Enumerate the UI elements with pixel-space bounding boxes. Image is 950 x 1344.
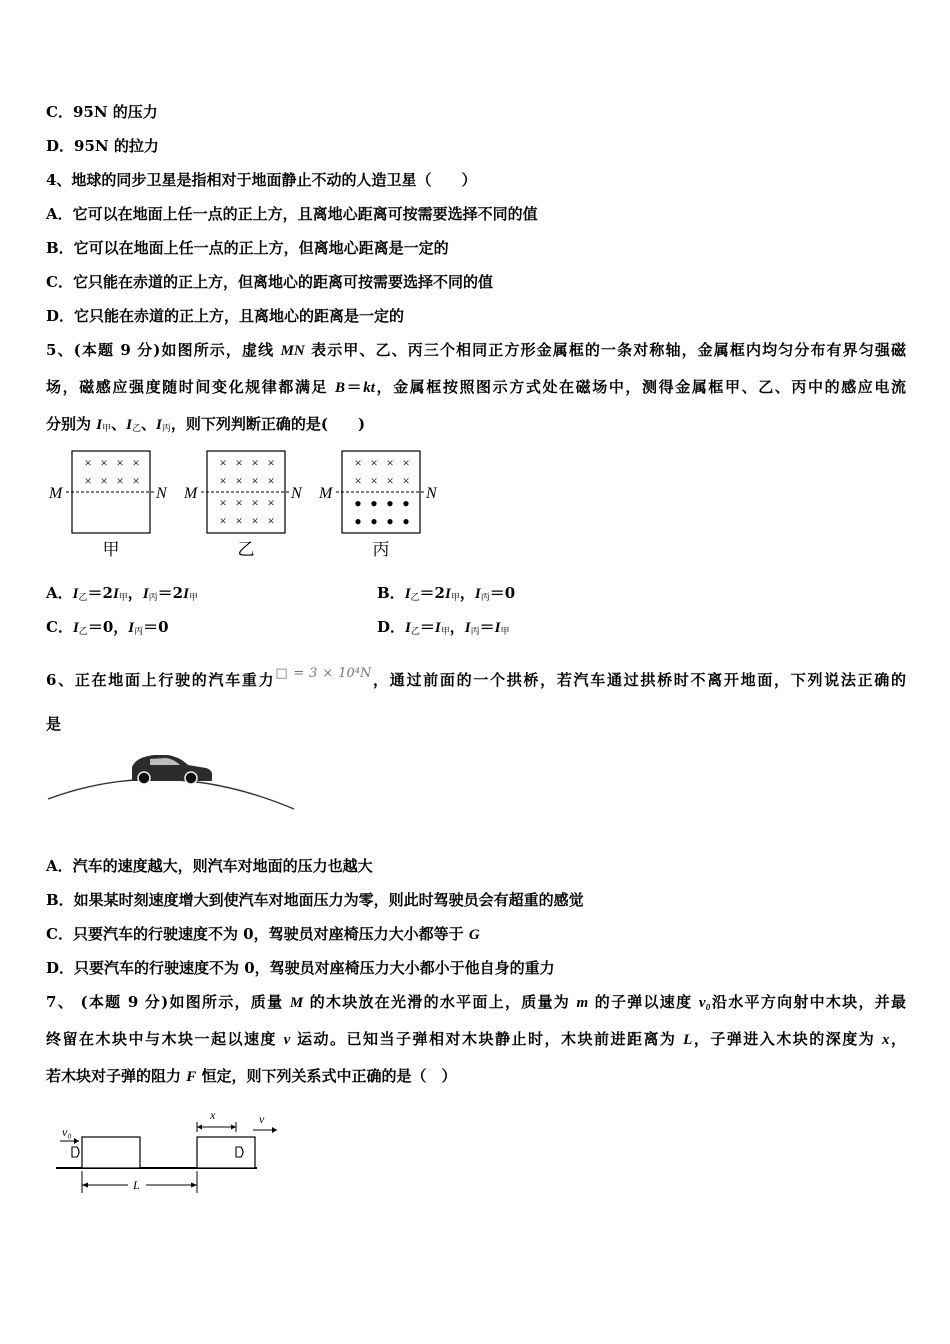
q5-option-a: A．$I_乙=2I_甲$，$I_丙=2I_甲$ — [46, 584, 198, 603]
svg-text:×: × — [219, 513, 227, 528]
label-n-jia: N — [156, 485, 167, 502]
block-initial — [82, 1137, 140, 1168]
label-jia: 甲 — [102, 540, 120, 559]
q5-option-c: C．$I_乙=0$，$I_丙=0$ — [46, 618, 169, 637]
svg-text:×: × — [132, 455, 140, 470]
q5-option-b: B．$I_乙=2I_甲$，$I_丙=0$ — [377, 584, 516, 603]
label-n-yi: N — [291, 485, 302, 502]
svg-text:•: • — [386, 491, 394, 516]
q6-stem-line1: 6、正在地面上行驶的汽车重力□ = 3 × 10⁴N，通过前面的一个拱桥，若汽车通过拱桥时不离开地面，下列说法正确的 — [46, 666, 906, 689]
svg-text:×: × — [251, 473, 259, 488]
svg-text:×: × — [267, 495, 275, 510]
svg-text:×: × — [402, 473, 410, 488]
label-m-yi: M — [184, 485, 198, 502]
svg-text:×: × — [354, 473, 362, 488]
svg-text:×: × — [132, 473, 140, 488]
svg-text:×: × — [386, 455, 394, 470]
svg-text:×: × — [235, 473, 243, 488]
svg-text:×: × — [370, 473, 378, 488]
svg-text:•: • — [402, 509, 410, 534]
q4-option-b: B．它可以在地面上任一点的正上方，但离地心距离是一定的 — [46, 239, 449, 257]
label-m-jia: M — [49, 485, 63, 502]
arch-bridge-curve — [48, 779, 294, 809]
q5-stem-line1: 5、(本题 9 分)如图所示，虚线 MN 表示甲、乙、丙三个相同正方形金属框的一条对称轴，金属框内均匀分布有界匀强磁 — [46, 341, 906, 359]
q4-option-c: C．它只能在赤道的正上方，但离地心的距离可按需要选择不同的值 — [46, 273, 493, 291]
svg-text:×: × — [219, 455, 227, 470]
svg-text:×: × — [116, 473, 124, 488]
q5-stem-line2: 场，磁感应强度随时间变化规律都满足 B＝kt，金属框按照图示方式处在磁场中，测得金属框甲、乙、丙中的感应电流 — [46, 378, 906, 396]
svg-text:×: × — [251, 513, 259, 528]
svg-text:×: × — [116, 455, 124, 470]
svg-text:×: × — [219, 473, 227, 488]
label-v: v — [259, 1112, 265, 1126]
svg-text:×: × — [402, 455, 410, 470]
svg-text:•: • — [386, 509, 394, 534]
label-x: x — [210, 1108, 216, 1122]
q4-option-a: A．它可以在地面上任一点的正上方，且离地心距离可按需要选择不同的值 — [46, 205, 538, 223]
q4-option-d: D．它只能在赤道的正上方，且离地心的距离是一定的 — [46, 307, 405, 325]
svg-text:•: • — [370, 491, 378, 516]
q7-stem-line3: 若木块对子弹的阻力 F 恒定，则下列关系式中正确的是（ ） — [46, 1067, 457, 1085]
label-n-bing: N — [426, 485, 437, 502]
q6-stem-line2: 是 — [46, 715, 62, 733]
svg-text:×: × — [354, 455, 362, 470]
q3-option-c: C．95N 的压力 — [46, 103, 158, 121]
svg-text:•: • — [354, 509, 362, 534]
q5-figure-frames — [46, 448, 446, 563]
svg-text:×: × — [267, 455, 275, 470]
block-final — [197, 1137, 255, 1168]
bullet-initial — [72, 1147, 79, 1157]
q6-option-c: C．只要汽车的行驶速度不为 0，驾驶员对座椅压力大小都等于 G — [46, 925, 480, 943]
car-icon — [132, 755, 212, 784]
svg-text:×: × — [235, 495, 243, 510]
svg-text:×: × — [84, 455, 92, 470]
svg-text:•: • — [402, 491, 410, 516]
label-l: L — [133, 1178, 140, 1192]
arrow-v — [272, 1127, 277, 1133]
svg-text:×: × — [219, 495, 227, 510]
q7-bullet-block-figure — [52, 1105, 287, 1200]
q5-option-d: D．$I_乙=I_甲$，$I_丙=I_甲$ — [377, 618, 510, 637]
q6-option-b: B．如果某时刻速度增大到使汽车对地面压力为零，则此时驾驶员会有超重的感觉 — [46, 891, 584, 909]
svg-text:×: × — [100, 473, 108, 488]
svg-text:×: × — [251, 455, 259, 470]
q3-option-d: D．95N 的拉力 — [46, 137, 159, 155]
svg-text:×: × — [267, 473, 275, 488]
crosses-jia — [84, 455, 139, 488]
label-v0: v₀ — [62, 1125, 72, 1139]
svg-text:×: × — [235, 513, 243, 528]
label-bing: 丙 — [372, 540, 390, 559]
svg-text:•: • — [370, 509, 378, 534]
svg-text:×: × — [84, 473, 92, 488]
svg-text:×: × — [386, 473, 394, 488]
q6-option-d: D．只要汽车的行驶速度不为 0，驾驶员对座椅压力大小都小于他自身的重力 — [46, 959, 555, 977]
arrow-v0 — [74, 1138, 79, 1144]
q7-stem-line2: 终留在木块中与木块一起以速度 v 运动。已知当子弹相对木块静止时，木块前进距离为 L，子弹进入木块的深度为 x， — [46, 1030, 906, 1048]
q5-stem-line3: 分别为 $I_甲$、$I_乙$、$I_丙$，则下列判断正确的是( ) — [46, 415, 366, 434]
dots-bing — [354, 491, 410, 534]
svg-text:×: × — [100, 455, 108, 470]
crosses-bing — [354, 455, 409, 488]
q4-stem: 4、地球的同步卫星是指相对于地面静止不动的人造卫星（ ） — [46, 171, 477, 189]
svg-text:×: × — [267, 513, 275, 528]
svg-text:×: × — [235, 455, 243, 470]
label-m-bing: M — [319, 485, 333, 502]
q7-stem-line1: 7、 (本题 9 分)如图所示，质量 M 的木块放在光滑的水平面上，质量为 m 的子弹以速度 v₀沿水平方向射中木块，并最 — [46, 993, 906, 1011]
q6-option-a: A．汽车的速度越大，则汽车对地面的压力也越大 — [46, 857, 373, 875]
svg-text:•: • — [354, 491, 362, 516]
label-yi: 乙 — [237, 540, 255, 559]
svg-text:×: × — [370, 455, 378, 470]
q6-car-on-arch-bridge — [46, 745, 298, 815]
svg-text:×: × — [251, 495, 259, 510]
q6-weight-formula: □ = 3 × 10⁴N — [275, 666, 372, 681]
